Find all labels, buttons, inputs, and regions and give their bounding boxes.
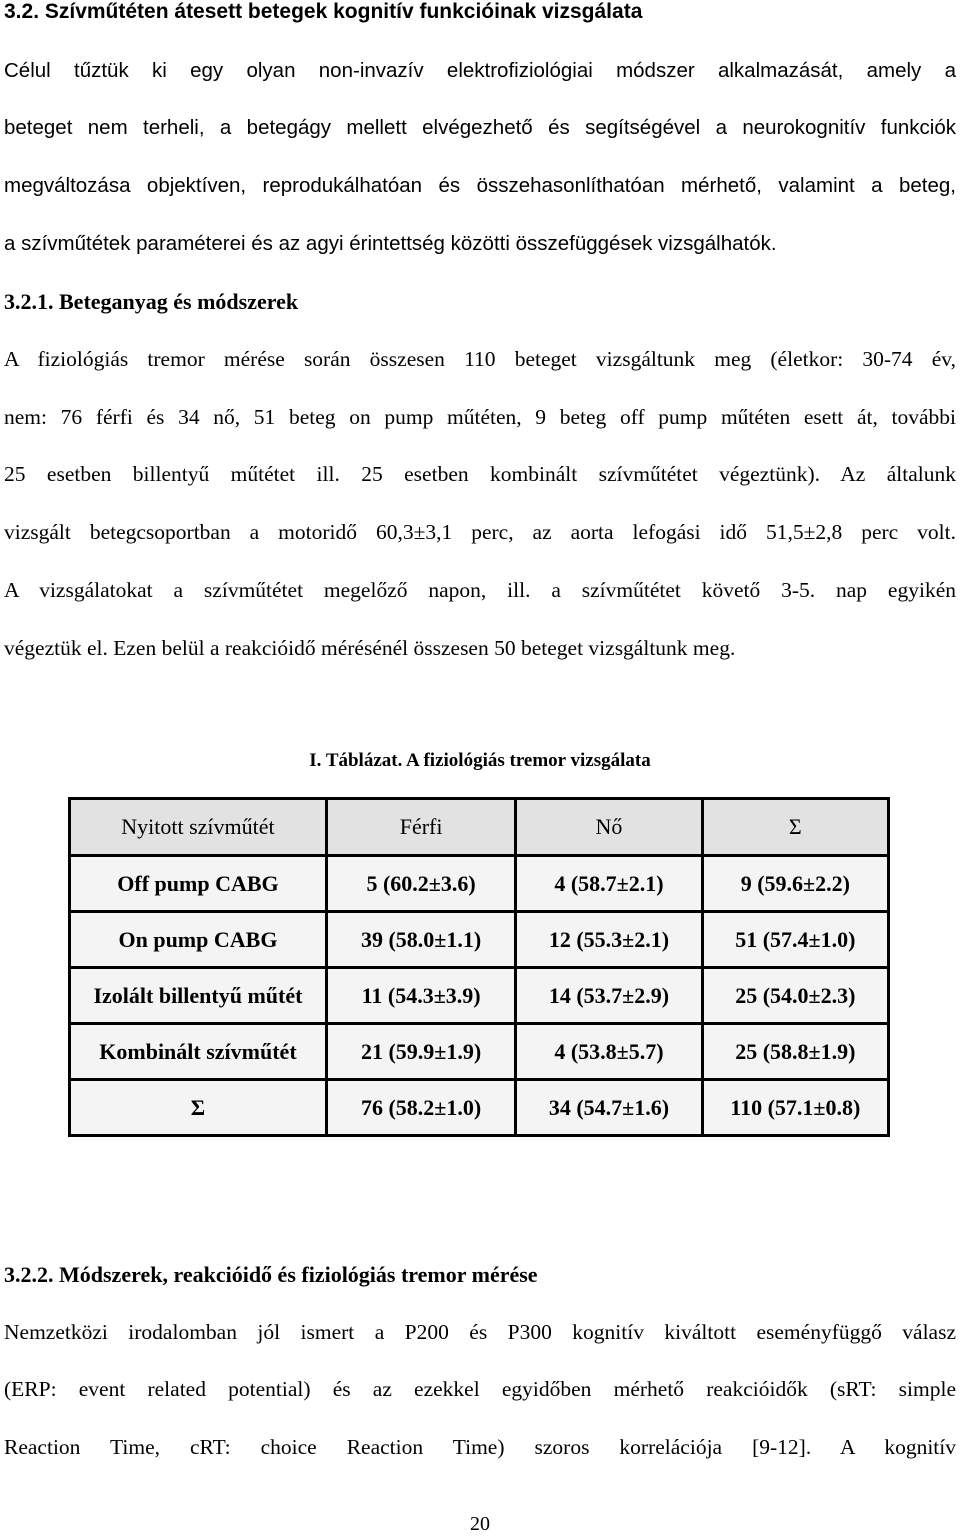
table-header-cell: Nő: [516, 799, 702, 856]
tremor-table: [68, 797, 890, 1137]
table-row: [70, 968, 889, 1024]
table-cell: 76 (58.2±1.0): [326, 1080, 515, 1136]
table-cell: On pump CABG: [70, 912, 327, 968]
table-header-cell: Nyitott szívműtét: [70, 799, 327, 856]
methods-line: vizsgált betegcsoportban a motoridő 60,3±3,1 perc, az aorta lefogási idő 51,5±2,8 perc volt.: [4, 520, 956, 544]
page-number: 20: [470, 1513, 490, 1535]
table-cell: 11 (54.3±3.9): [326, 968, 515, 1024]
methods-line: nem: 76 férfi és 34 nő, 51 beteg on pump műtéten, 9 beteg off pump műtéten esett át, további: [4, 405, 956, 429]
table-cell: 5 (60.2±3.6): [326, 856, 515, 912]
intro-line: megváltozása objektíven, reprodukálhatóan és összehasonlíthatóan mérhető, valamint a beteg,: [4, 174, 956, 197]
table-cell: 34 (54.7±1.6): [516, 1080, 702, 1136]
erp-line: (ERP: event related potential) és az ezekkel egyidőben mérhető reakcióidők (sRT: simple: [4, 1377, 956, 1401]
methods-line: A vizsgálatokat a szívműtétet megelőző napon, ill. a szívműtétet követő 3-5. nap egyikén: [4, 578, 956, 602]
table-cell: 25 (58.8±1.9): [702, 1024, 888, 1080]
section-heading: 3.2. Szívműtéten átesett betegek kognitív funkcióinak vizsgálata: [4, 0, 643, 23]
table-header-cell: Férfi: [326, 799, 515, 856]
table-cell: 110 (57.1±0.8): [702, 1080, 888, 1136]
methods-line: A fiziológiás tremor mérése során összesen 110 beteget vizsgáltunk meg (életkor: 30-74 év,: [4, 347, 956, 371]
table-caption: I. Táblázat. A fiziológiás tremor vizsgálata: [309, 750, 651, 771]
methods-line: végeztük el. Ezen belül a reakcióidő mérésénél összesen 50 beteget vizsgáltunk meg.: [4, 636, 736, 660]
intro-line: Célul tűztük ki egy olyan non-invazív elektrofiziológiai módszer alkalmazását, amely a: [4, 59, 956, 82]
table-cell: 21 (59.9±1.9): [326, 1024, 515, 1080]
table-cell: Σ: [70, 1080, 327, 1136]
table-header-row: [70, 799, 889, 856]
table-cell: 51 (57.4±1.0): [702, 912, 888, 968]
table-cell: 12 (55.3±2.1): [516, 912, 702, 968]
table-cell: 25 (54.0±2.3): [702, 968, 888, 1024]
table-header-cell: Σ: [702, 799, 888, 856]
intro-line: a szívműtétek paraméterei és az agyi érintettség közötti összefüggések vizsgálhatók.: [4, 232, 777, 255]
table-cell: 14 (53.7±2.9): [516, 968, 702, 1024]
table-cell: 9 (59.6±2.2): [702, 856, 888, 912]
table-cell: Off pump CABG: [70, 856, 327, 912]
table-row: [70, 912, 889, 968]
table-row: [70, 1024, 889, 1080]
table-cell: 4 (53.8±5.7): [516, 1024, 702, 1080]
erp-line: Nemzetközi irodalomban jól ismert a P200 és P300 kognitív kiváltott eseményfüggő válasz: [4, 1320, 956, 1344]
erp-line: Reaction Time, cRT: choice Reaction Time) szoros korrelációja [9-12]. A kognitív: [4, 1435, 956, 1459]
table-cell: Izolált billentyű műtét: [70, 968, 327, 1024]
intro-line: beteget nem terheli, a betegágy mellett elvégezhető és segítségével a neurokognitív funkciók: [4, 116, 956, 139]
methods-line: 25 esetben billentyű műtétet ill. 25 esetben kombinált szívműtétet végeztünk). Az általunk: [4, 462, 956, 486]
subsection-heading: 3.2.1. Beteganyag és módszerek: [4, 289, 299, 314]
table-cell: Kombinált szívműtét: [70, 1024, 327, 1080]
table-row: [70, 856, 889, 912]
table-row: [70, 1080, 889, 1136]
table-cell: 39 (58.0±1.1): [326, 912, 515, 968]
subsection-heading: 3.2.2. Módszerek, reakcióidő és fiziológiás tremor mérése: [4, 1262, 538, 1287]
table-cell: 4 (58.7±2.1): [516, 856, 702, 912]
